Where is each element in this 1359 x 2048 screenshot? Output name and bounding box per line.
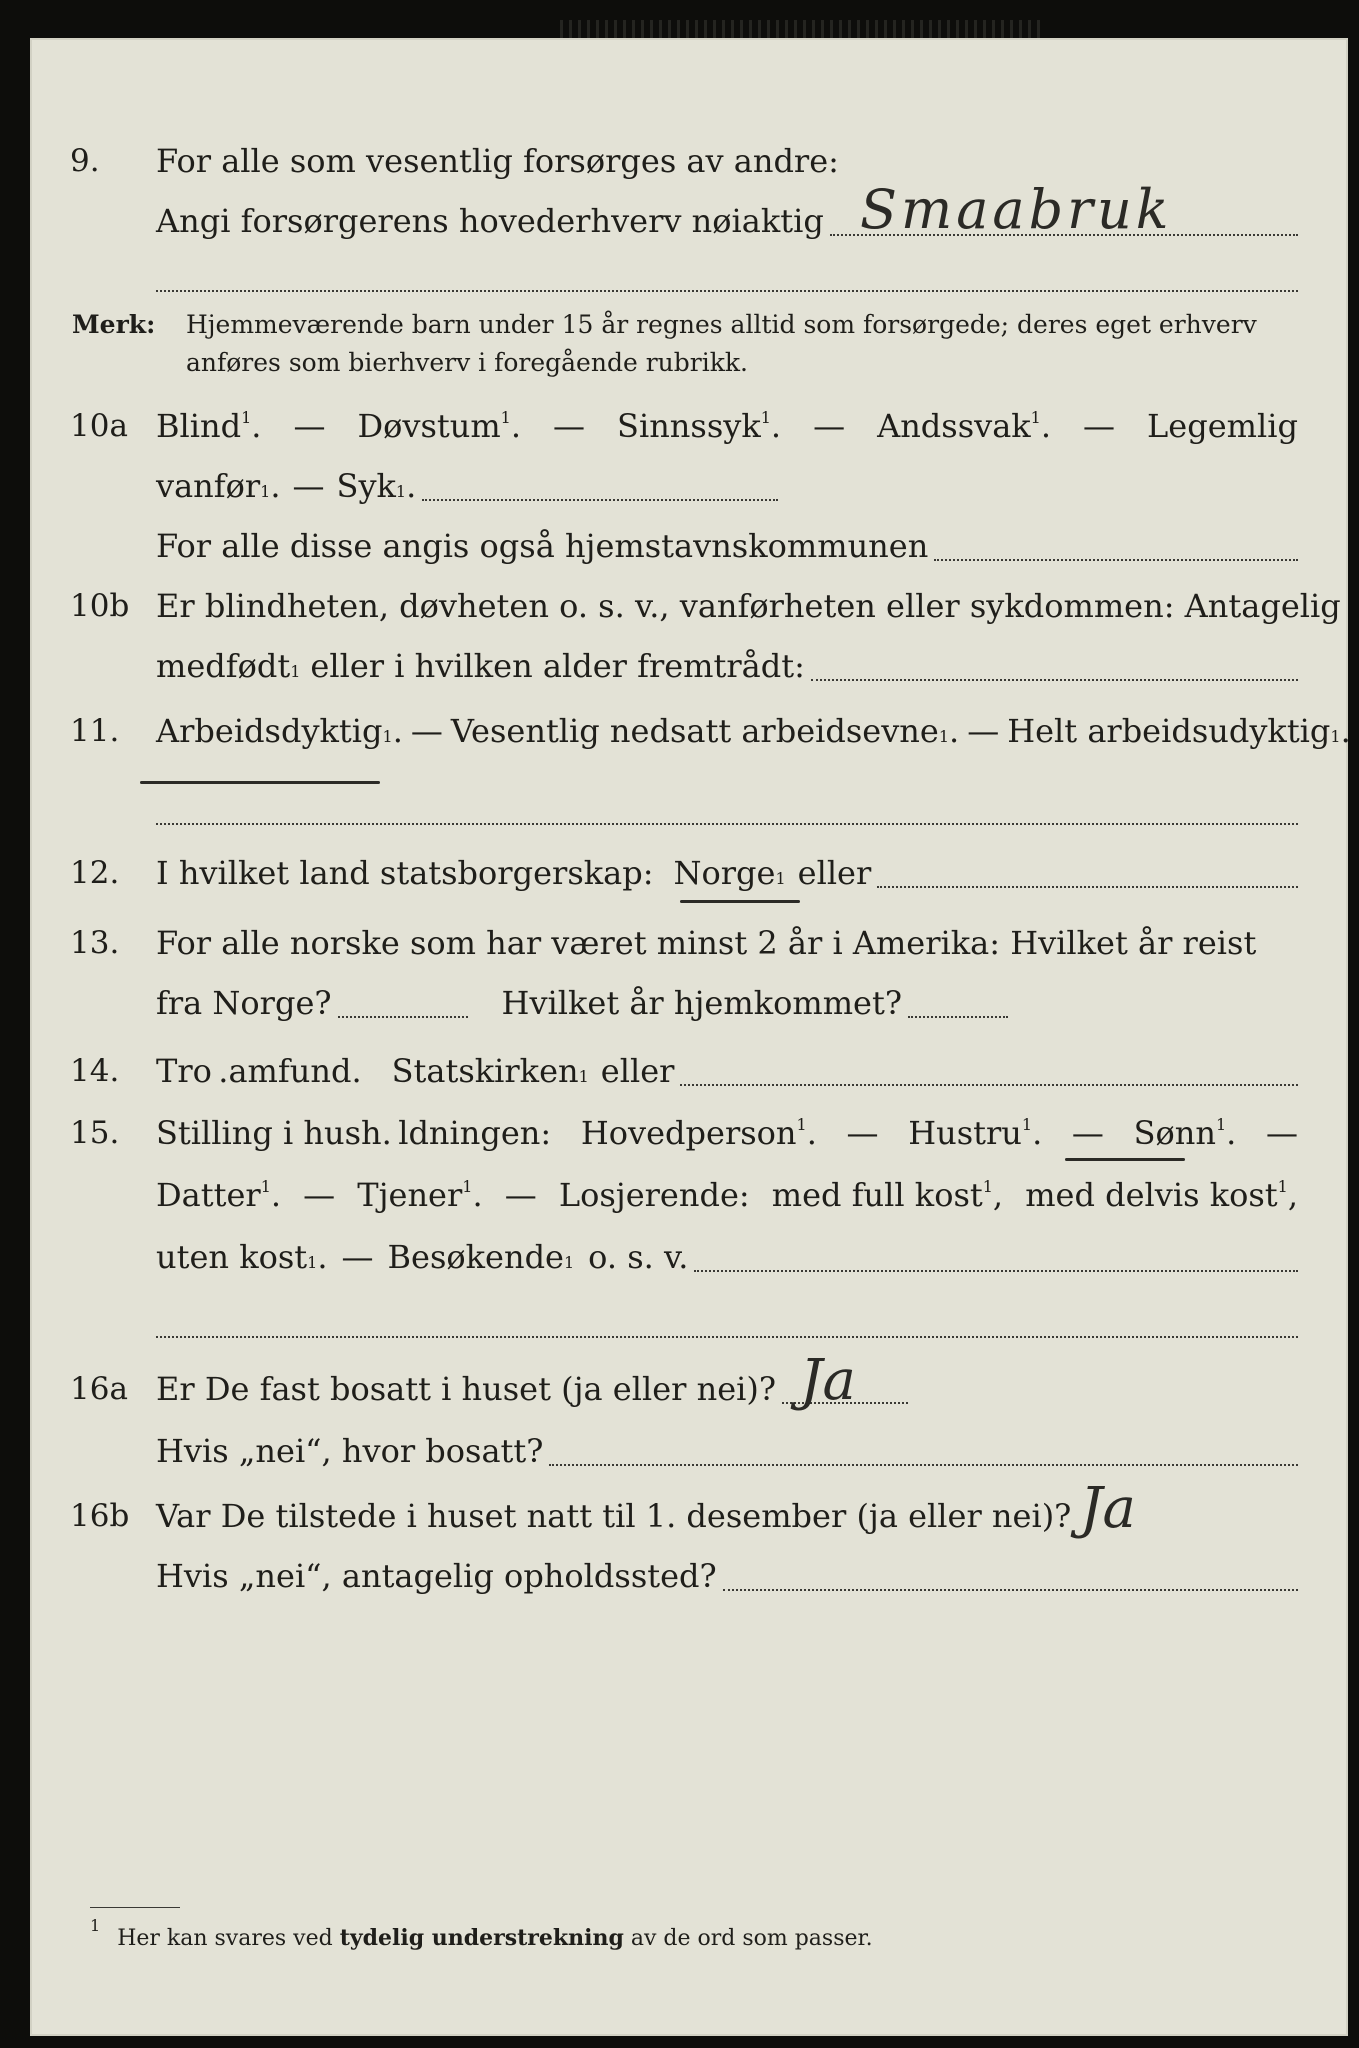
- q16b-opholdssted-field[interactable]: [723, 1569, 1298, 1591]
- q16a-bosatt-prompt: Hvis „nei“, hvor bosatt?: [156, 1432, 544, 1470]
- q10b-question: Er blindheten, døvheten o. s. v., vanførheten eller sykdommen: Antagelig: [156, 587, 1341, 625]
- opt-besokende: Besøkende: [387, 1238, 564, 1276]
- opt-vanfor: vanfør: [156, 467, 261, 505]
- footnote: $^1$ Her kan svares ved tydelig understrekning av de ord som passer.: [90, 1916, 873, 1951]
- q10a-hjemstavn-prompt: For alle disse angis også hjemstavnskommunen: [156, 527, 929, 565]
- q16b-handwritten-answer: Ja: [1080, 1476, 1136, 1541]
- opt-sinnssyk: Sinnssyk: [617, 407, 761, 445]
- q14-number: 14.: [70, 1053, 120, 1089]
- q10a-hjemstavn-field[interactable]: [934, 539, 1298, 561]
- opt-hovedperson: Hovedperson: [580, 1114, 797, 1152]
- opt-andssvak: Andssvak: [877, 407, 1031, 445]
- opt-full-kost: med full kost: [771, 1176, 983, 1214]
- q16a-row-2: [30, 1428, 1348, 1478]
- opt-hustru: Hustru: [908, 1114, 1022, 1152]
- q13-reist-prompt: fra Norge?: [156, 984, 332, 1022]
- opt-delvis-kost: med delvis kost: [1025, 1176, 1278, 1214]
- opt-losjerende: Losjerende:: [558, 1176, 750, 1214]
- q9-handwritten-answer: Smaabruk: [860, 178, 1173, 241]
- q9-extra-line: [156, 290, 1298, 292]
- q10b-alder-field[interactable]: [811, 659, 1298, 681]
- census-form-sheet: [30, 38, 1351, 2036]
- q15-question: Stilling i hush. ldningen:: [156, 1114, 552, 1152]
- merk-line-2: anføres som bierhverv i foregående rubrikk.: [186, 348, 748, 377]
- opt-blind: Blind: [156, 407, 242, 445]
- top-edge-marks: [560, 20, 1040, 38]
- q16a-row-1: [30, 1366, 1348, 1416]
- q15-number: 15.: [70, 1115, 120, 1151]
- q14-question: Tro .amfund.: [156, 1052, 362, 1090]
- q9-prompt: Angi forsørgerens hovederhverv nøiaktig: [156, 202, 824, 240]
- q11-row: 11. Arbeidsdyktig 1 . — Vesentlig nedsatt arbeidsevne 1 . — Helt arbeidsudyktig 1 .: [30, 708, 1348, 758]
- q10b-row-2: medfødt 1 eller i hvilken alder fremtrådt:: [30, 643, 1348, 693]
- q15-extra-line: [156, 1336, 1298, 1338]
- q15-row-1: 15. Stilling i hush. ldningen: Hovedperson$^1$. — Hustru$^1$. — Sønn$^1$. —: [30, 1110, 1348, 1160]
- q10b-number: 10b: [70, 588, 130, 624]
- opt-medfodt: medfødt: [156, 647, 291, 685]
- q11-number: 11.: [70, 713, 120, 749]
- q10a-row-1: 10a Blind$^1$. — Døvstum$^1$. — Sinnssyk$^1$. — Andssvak$^1$. — Legemlig: [30, 403, 1348, 453]
- q15-other-field[interactable]: [694, 1250, 1298, 1272]
- q16a-bosatt-field[interactable]: [549, 1444, 1298, 1466]
- underline-sonn: [1065, 1158, 1185, 1161]
- q10a-syk-field[interactable]: [422, 479, 778, 501]
- opt-datter: Datter: [156, 1176, 261, 1214]
- q16b-row-1: [30, 1493, 1348, 1543]
- q13-row-2: [30, 980, 1348, 1030]
- q12-row: 12. I hvilket land statsborgerskap: Norge 1 eller: [30, 850, 1348, 900]
- q13-number: 13.: [70, 925, 120, 961]
- q10a-row-3: [30, 523, 1348, 573]
- q16b-opholdssted-prompt: Hvis „nei“, antagelig opholdssted?: [156, 1557, 717, 1595]
- opt-helt-arbeidsudyktig: Helt arbeidsudyktig: [1007, 712, 1331, 750]
- merk-label: Merk:: [72, 310, 156, 339]
- q16a-handwritten-answer: Ja: [800, 1348, 856, 1413]
- q13-row-1: [30, 920, 1348, 970]
- opt-vesentlig-nedsatt: Vesentlig nedsatt arbeidsevne: [450, 712, 939, 750]
- opt-dovstum: Døvstum: [357, 407, 501, 445]
- q10a-number: 10a: [70, 408, 128, 444]
- q10a-row-2: vanfør 1 . — Syk 1 .: [30, 463, 1348, 513]
- q10b-alder-prompt: eller i hvilken alder fremtrådt:: [310, 647, 805, 685]
- q14-row: 14. Tro .amfund. Statskirken 1 eller: [30, 1048, 1348, 1098]
- q16b-row-2: [30, 1553, 1348, 1603]
- q13-hjemkommet-prompt: Hvilket år hjemkommet?: [501, 984, 902, 1022]
- opt-uten-kost: uten kost: [156, 1238, 308, 1276]
- footnote-rule: [90, 1907, 180, 1908]
- q13-reist-field[interactable]: [338, 996, 468, 1018]
- q9-number: 9.: [70, 143, 100, 179]
- q16b-number: 16b: [70, 1498, 130, 1534]
- q10b-row-1: [30, 583, 1348, 633]
- q14-other-field[interactable]: [680, 1064, 1298, 1086]
- q15-row-3: uten kost 1 . — Besøkende 1 o. s. v.: [30, 1234, 1348, 1284]
- opt-syk: Syk: [336, 467, 396, 505]
- underline-norge: [680, 900, 800, 903]
- q16a-question: Er De fast bosatt i huset (ja eller nei)?: [156, 1370, 777, 1408]
- opt-arbeidsdyktig: Arbeidsdyktig: [156, 712, 383, 750]
- q13-question: For alle norske som har været minst 2 år i Amerika: Hvilket år reist: [156, 924, 1257, 962]
- q9-question: For alle som vesentlig forsørges av andre:: [156, 142, 839, 180]
- opt-sonn: Sønn: [1133, 1114, 1216, 1152]
- q12-number: 12.: [70, 855, 120, 891]
- q13-hjemkommet-field[interactable]: [908, 996, 1008, 1018]
- opt-legemlig: Legemlig: [1147, 407, 1298, 445]
- q16b-question: Var De tilstede i huset natt til 1. desember (ja eller nei)?: [156, 1497, 1072, 1535]
- q15-row-2: Datter$^1$. — Tjener$^1$. — Losjerende: med full kost$^1$, med delvis kost$^1$,: [30, 1172, 1348, 1222]
- q12-question: I hvilket land statsborgerskap:: [156, 854, 654, 892]
- q11-extra-line: [156, 823, 1298, 825]
- q16a-number: 16a: [70, 1371, 128, 1407]
- opt-statskirken: Statskirken: [391, 1052, 579, 1090]
- opt-norge: Norge: [673, 854, 776, 892]
- opt-tjener: Tjener: [357, 1176, 463, 1214]
- underline-arbeidsdyktig: [140, 781, 380, 784]
- q12-other-country-field[interactable]: [877, 866, 1298, 888]
- merk-line-1: Hjemmeværende barn under 15 år regnes alltid som forsørgede; deres eget erhverv: [186, 310, 1257, 339]
